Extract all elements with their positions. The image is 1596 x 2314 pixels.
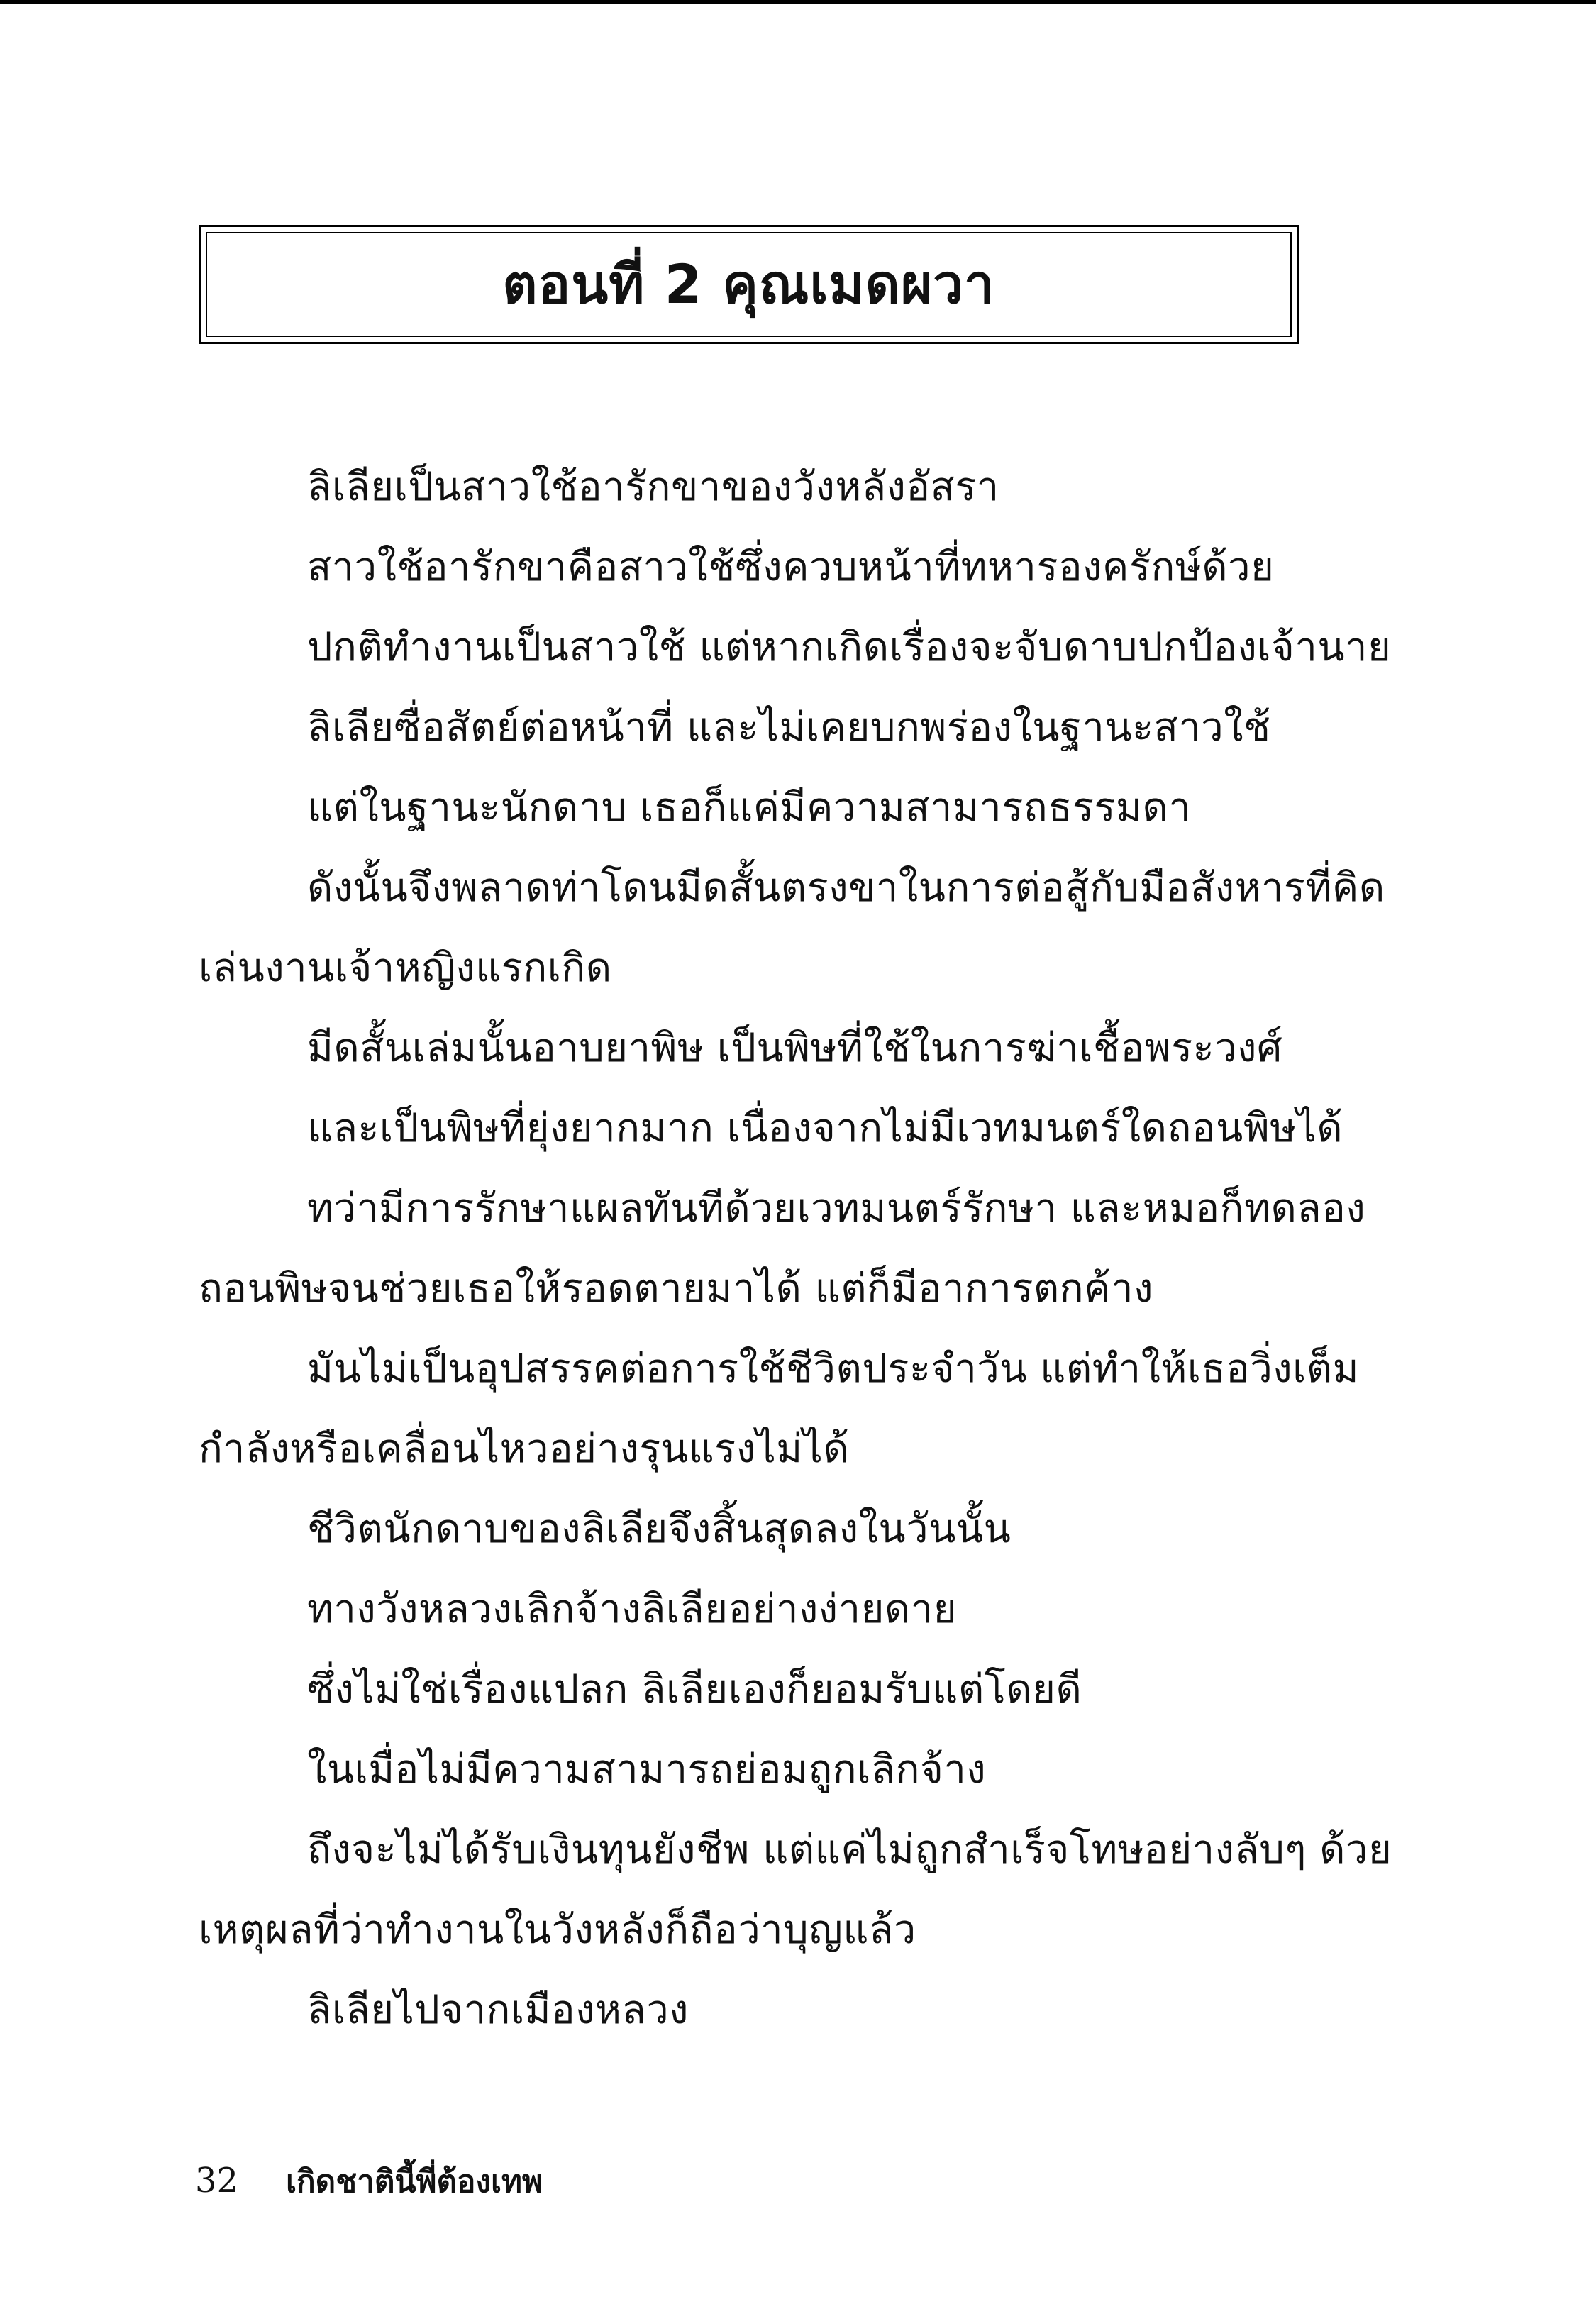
paragraph-line: ทางวังหลวงเลิกจ้างลิเลียอย่างง่ายดาย	[307, 1586, 958, 1632]
paragraph-line: เหตุผลที่ว่าทำงานในวังหลังก็ถือว่าบุญแล้ว	[199, 1907, 916, 1953]
paragraph-line: เล่นงานเจ้าหญิงแรกเกิด	[199, 945, 612, 991]
paragraph-line: กำลังหรือเคลื่อนไหวอย่างรุนแรงไม่ได้	[199, 1426, 850, 1472]
paragraph-line: ถึงจะไม่ได้รับเงินทุนยังชีพ แต่แค่ไม่ถูกสำเร็จโทษอย่างลับๆ ด้วย	[307, 1827, 1392, 1873]
paragraph-line: ลิเลียเป็นสาวใช้อารักขาของวังหลังอัสรา	[307, 464, 999, 510]
running-book-title: เกิดชาตินี้พี่ต้องเทพ	[286, 2164, 543, 2200]
paragraph-line: ดังนั้นจึงพลาดท่าโดนมีดสั้นตรงขาในการต่อสู้กับมือสังหารที่คิด	[307, 865, 1385, 911]
paragraph-line: มันไม่เป็นอุปสรรคต่อการใช้ชีวิตประจำวัน แต่ทำให้เธอวิ่งเต็ม	[307, 1346, 1360, 1392]
page-number: 32	[195, 2161, 239, 2200]
paragraph-line: ในเมื่อไม่มีความสามารถย่อมถูกเลิกจ้าง	[307, 1746, 987, 1793]
paragraph-line: ทว่ามีการรักษาแผลทันทีด้วยเวทมนตร์รักษา และหมอก็ทดลอง	[307, 1185, 1366, 1231]
chapter-title-box	[199, 225, 1299, 344]
top-rule	[0, 0, 1596, 4]
paragraph-line: ลิเลียซื่อสัตย์ต่อหน้าที่ และไม่เคยบกพร่องในฐานะสาวใช้	[307, 704, 1271, 751]
paragraph-line: มีดสั้นเล่มนั้นอาบยาพิษ เป็นพิษที่ใช้ในการฆ่าเชื้อพระวงศ์	[307, 1025, 1282, 1071]
body-text	[199, 447, 1392, 2050]
paragraph-line: ชีวิตนักดาบของลิเลียจึงสิ้นสุดลงในวันนั้น	[307, 1506, 1012, 1552]
chapter-title-frame	[206, 232, 1292, 337]
paragraph-line: แต่ในฐานะนักดาบ เธอก็แค่มีความสามารถธรรมดา	[307, 785, 1192, 831]
paragraph-line: ซึ่งไม่ใช่เรื่องแปลก ลิเลียเองก็ยอมรับแต่โดยดี	[307, 1666, 1082, 1712]
paragraph-line: ถอนพิษจนช่วยเธอให้รอดตายมาได้ แต่ก็มีอาการตกค้าง	[199, 1266, 1153, 1312]
paragraph-line: ลิเลียไปจากเมืองหลวง	[307, 1987, 689, 2033]
chapter-title: ตอนที่ 2 คุณเมดผวา	[502, 253, 995, 316]
paragraph-line: และเป็นพิษที่ยุ่งยากมาก เนื่องจากไม่มีเวทมนตร์ใดถอนพิษได้	[307, 1105, 1343, 1151]
paragraph-line: สาวใช้อารักขาคือสาวใช้ซึ่งควบหน้าที่ทหารองครักษ์ด้วย	[307, 544, 1275, 590]
paragraph-line: ปกติทำงานเป็นสาวใช้ แต่หากเกิดเรื่องจะจับดาบปกป้องเจ้านาย	[307, 624, 1392, 670]
page-footer	[195, 2157, 543, 2206]
